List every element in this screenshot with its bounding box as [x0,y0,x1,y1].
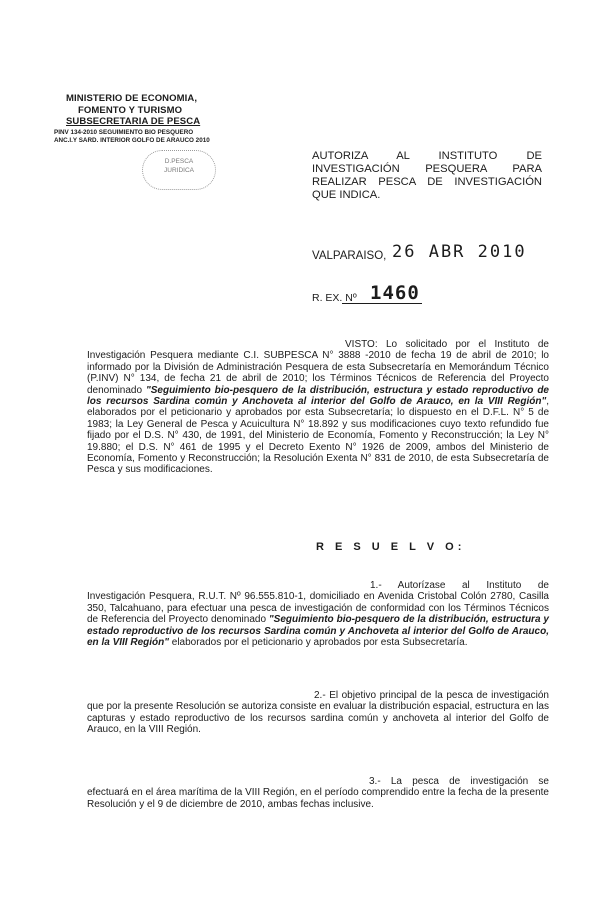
file-reference-line: ANC.I.Y SARD. INTERIOR GOLFO DE ARAUCO 2010 [54,137,210,144]
resolution-underline [342,303,422,304]
resuelvo-heading: R E S U E L V O: [316,541,466,553]
visto-text-cont: , elaborados por el peticionario y aprobados por esta Subsecretaría; lo dispuesto en el D.F.L. N° 5 de 1983; la Ley General de Pesca y Acuicultura N° 18.892 y sus modificaciones cuyo texto refundido fue fijado por el D.S. N° 430, de 1991, del Ministerio de Economía, Fomento y Reconstrucción; la Ley N° 19.880; el D.S. N° 461 de 1995 y el Decreto Exento N° 1926 de 2009, ambos del Ministerio de Economía, Fomento y Reconstrucción; la Resolución Exenta N° 831 de 2010, de esta Subsecretaría de Pesca y sus modificaciones. [87,396,549,476]
place-label: VALPARAISO, [312,250,387,262]
file-reference-line: PINV 134-2010 SEGUIMIENTO BIO PESQUERO [54,129,194,136]
item-1-paragraph [87,580,549,648]
subsecretaria-name: SUBSECRETARIA DE PESCA [66,116,201,127]
item-1-project-name: "Seguimiento bio-pesquero de la distribución, estructura y estado reproductivo de los recursos Sardina común y Anchoveta al interior del Golfo de Arauco, en la VIII Región" [87,614,549,649]
item-1-text: 1.- Autorízase al Instituto de Investigación Pesquera, R.U.T. Nº 96.555.810-1, domiciliado en Avenida Cristobal Colón 2780, Casilla 350, Talcahuano, para efectuar una pesca de investigación de conformidad con los Términos Técnicos de Referencia del Proyecto denominado [87,580,549,626]
date-stamp: 26 ABR 2010 [392,242,527,262]
item-3-text: 3.- La pesca de investigación se efectuará en el área marítima de la VIII Región, en el período comprendido entre la fecha de la presente Resolución y el 9 de diciembre de 2010, ambas fechas inclusive. [87,776,549,810]
visto-project-name: "Seguimiento bio-pesquero de la distribución, estructura y estado reproductivo de los recursos Sardina común y Anchoveta al interior del Golfo de Arauco, en la VIII Región" [87,384,549,408]
item-2-text: 2.- El objetivo principal de la pesca de investigación que por la presente Resolución se autoriza consiste en evaluar la distribución espacial, estructura en las capturas y estado reproductivo de los recursos sardina común y anchoveta al interior del Golfo de Arauco, en la VIII Región. [87,690,549,736]
ministry-name-cont: FOMENTO Y TURISMO [78,104,183,116]
item-2-paragraph [87,690,549,736]
file-reference [54,129,210,145]
item-3-paragraph [87,776,549,810]
ministry-header [66,93,200,128]
stamp-line: D.PESCA [164,158,194,165]
ministry-name: MINISTERIO DE ECONOMIA, [66,93,198,104]
stamp-line: JURIDICA [164,167,194,174]
resolution-prefix: R. EX. Nº [312,292,357,304]
department-stamp [142,150,216,190]
item-1-tail: elaborados por el peticionario y aprobados por esta Subsecretaría. [168,637,468,649]
visto-text: Lo solicitado por el Instituto de Investigación Pesquera mediante C.I. SUBPESCA N° 3888 -2010 de fecha 19 de abril de 2010; lo informado por la División de Administración Pesquera de esta Subsecretaría en Memorándum Técnico (P.INV) N° 134, de fecha 21 de abril de 2010; los Términos Técnicos de Referencia del Proyecto denominado [87,339,549,396]
visto-lead: VISTO: [345,339,378,350]
document-title: AUTORIZA AL INSTITUTO DE INVESTIGACIÓN PESQUERA PARA REALIZAR PESCA DE INVESTIGACIÓN QUE INDICA. [312,150,542,201]
resolution-number: 1460 [370,282,420,304]
visto-paragraph [87,339,549,476]
